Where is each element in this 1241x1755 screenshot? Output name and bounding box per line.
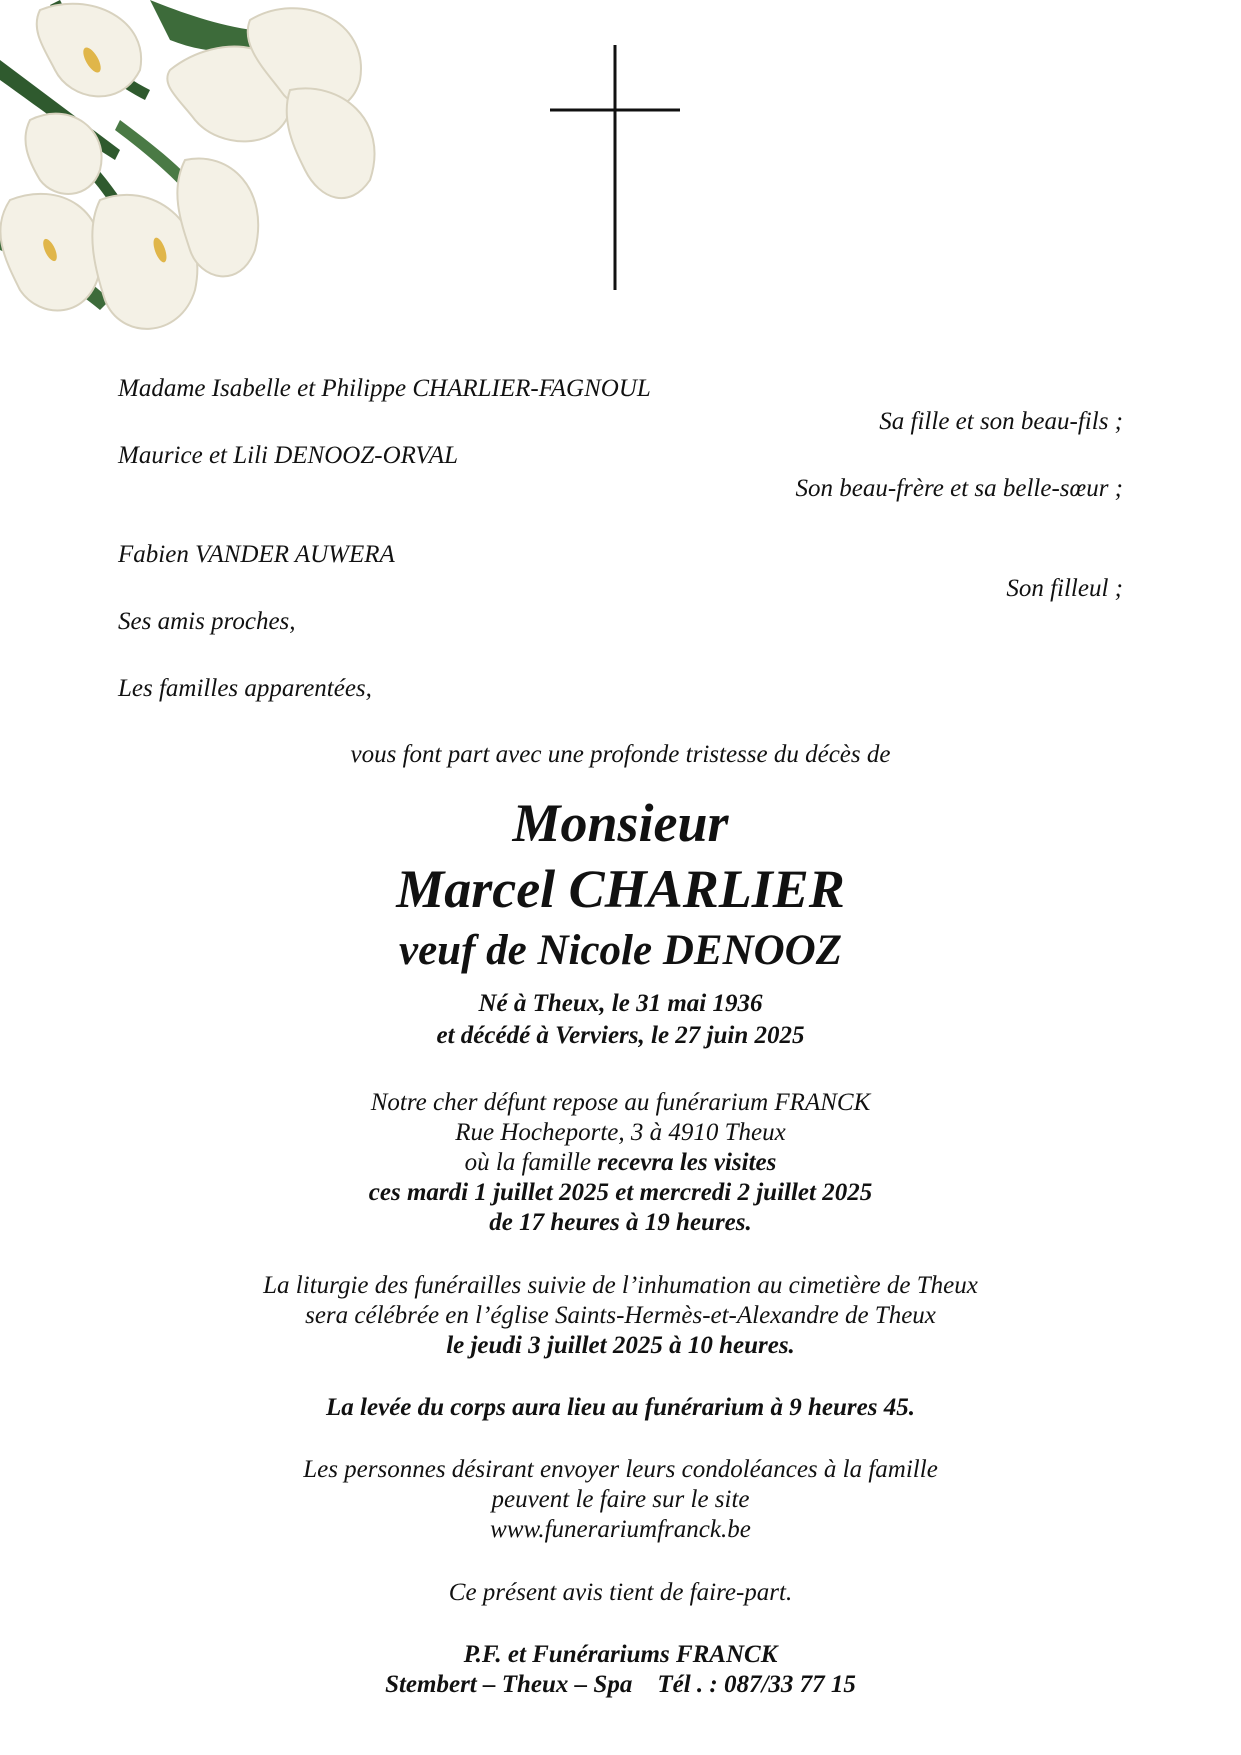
visitation-line bbox=[0, 1149, 1241, 1177]
calla-lily-decoration bbox=[0, 0, 420, 400]
visitation-emphasis: recevra les visites bbox=[597, 1149, 777, 1176]
family-member-name: Les familles apparentées, bbox=[118, 675, 372, 702]
family-relation: Son beau-frère et sa belle-sœur ; bbox=[795, 475, 1123, 502]
deceased-widow-of: veuf de Nicole DENOOZ bbox=[398, 927, 843, 974]
deceased-title: Monsieur bbox=[512, 793, 729, 853]
family-member-name: Fabien VANDER AUWERA bbox=[118, 541, 395, 568]
family-relation: Son filleul ; bbox=[1006, 575, 1123, 602]
condolences-website-link[interactable]: www.funerariumfranck.be bbox=[490, 1516, 751, 1543]
liturgy-line: La liturgie des funérailles suivie de l’inhumation au cimetière de Theux bbox=[263, 1272, 978, 1299]
liturgy-date: le jeudi 3 juillet 2025 à 10 heures. bbox=[446, 1332, 795, 1359]
visitation-address: Rue Hocheporte, 3 à 4910 Theux bbox=[455, 1119, 786, 1146]
birth-info: Né à Theux, le 31 mai 1936 bbox=[478, 990, 763, 1017]
condolences-line: peuvent le faire sur le site bbox=[491, 1486, 750, 1513]
visitation-hours: de 17 heures à 19 heures. bbox=[489, 1209, 752, 1236]
announcement-intro: vous font part avec une profonde tristesse du décès de bbox=[350, 741, 891, 768]
visitation-line: Notre cher défunt repose au funérarium FRANCK bbox=[370, 1089, 871, 1116]
condolences-line: Les personnes désirant envoyer leurs condoléances à la famille bbox=[303, 1456, 938, 1483]
family-member-name: Maurice et Lili DENOOZ-ORVAL bbox=[118, 442, 459, 469]
visitation-text: où la famille bbox=[464, 1149, 598, 1176]
visitation-dates: ces mardi 1 juillet 2025 et mercredi 2 juillet 2025 bbox=[368, 1179, 873, 1206]
cross-icon bbox=[545, 45, 685, 295]
levee-info: La levée du corps aura lieu au funérarium à 9 heures 45. bbox=[326, 1394, 915, 1421]
footer-company: P.F. et Funérariums FRANCK bbox=[463, 1641, 778, 1668]
death-info: et décédé à Verviers, le 27 juin 2025 bbox=[436, 1022, 805, 1049]
liturgy-line: sera célébrée en l’église Saints-Hermès-et-Alexandre de Theux bbox=[305, 1302, 936, 1329]
footer-contact bbox=[0, 1671, 1241, 1699]
family-member-name: Ses amis proches, bbox=[118, 608, 296, 635]
family-relation: Sa fille et son beau-fils ; bbox=[879, 408, 1123, 435]
deceased-name: Marcel CHARLIER bbox=[396, 859, 845, 919]
footer-phone: Tél . : 087/33 77 15 bbox=[657, 1671, 856, 1698]
notice-text: Ce présent avis tient de faire-part. bbox=[448, 1579, 793, 1606]
family-member-name: Madame Isabelle et Philippe CHARLIER-FAGNOUL bbox=[118, 375, 651, 402]
footer-locations: Stembert – Theux – Spa bbox=[385, 1671, 633, 1698]
